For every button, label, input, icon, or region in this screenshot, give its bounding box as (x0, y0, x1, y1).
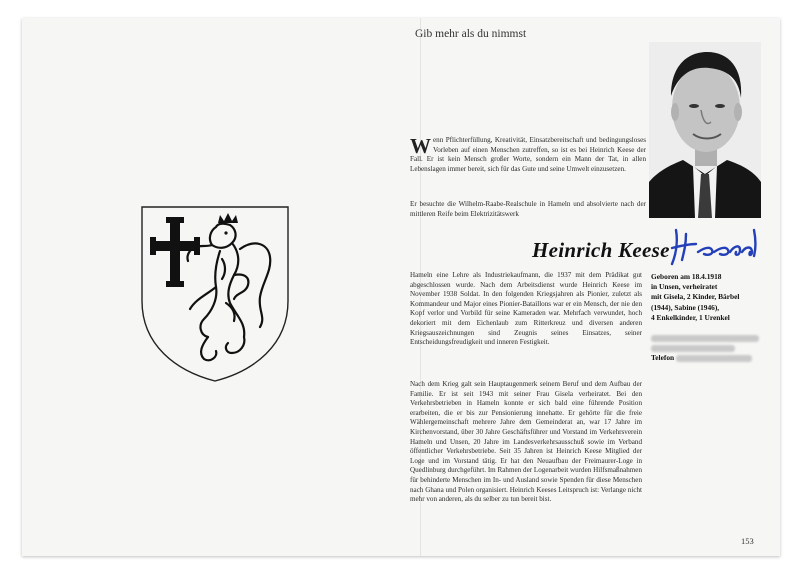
person-name: Heinrich Keese (532, 238, 670, 262)
redacted-phone (676, 355, 752, 362)
school-paragraph: Er besuchte die Wilhelm-Raabe-Realschule in Hameln und absolvierte nach der mittleren Reife beim Elektrizitätswerk (410, 200, 646, 218)
signature-image (670, 222, 760, 268)
career-paragraph: Hameln eine Lehre als Industriekaufmann, die 1937 mit dem Prädikat gut abgeschlossen wurde. Nach dem Arbeitsdienst wurde Heinrich Keese im November 1938 Soldat. In den folgenden Kriegsjahren als Pionier, zuletzt als Kommandeur und Major eines Pionier-Bataillons war er ein Mensch, der nie den Kopf verlor und Vorbild für seine Kameraden war. Mehrfach verwundet, hoch dekoriert mit dem Eichenlaub zum Ritterkreuz und diversen anderen Kriegsauszeichnungen sind Zeugnis seines Einsatzes, seiner Entscheidungsfreudigkeit und inneren Festigkeit. (410, 271, 642, 347)
bio-box (651, 272, 763, 323)
portrait-photo (649, 42, 761, 218)
coat-of-arms-image (136, 203, 294, 385)
intro-text: enn Pflichterfüllung, Kreativität, Einsatzbereitschaft und bedingungsloses Vorleben auf einen Menschen zutreffen, so ist es bei Heinrich Keese der Fall. Er ist kein Mensch großer Worte, sondern ein Mann der Tat, in allen Lebenslagen immer bereit, sich für das Gute und seine Umwelt einzusetzen. (410, 136, 646, 173)
redacted-contact (651, 333, 769, 363)
redacted-city-line (651, 345, 735, 352)
redacted-address-line (651, 335, 759, 342)
spouse-children: mit Gisela, 2 Kinder, Bärbel (651, 292, 740, 302)
intro-paragraph (410, 136, 646, 174)
page-number: 153 (741, 536, 754, 546)
drop-cap: W (410, 134, 431, 158)
phone-label: Telefon (651, 353, 675, 362)
birth-date: Geboren am 18.4.1918 (651, 272, 722, 281)
birth-place: in Unsen, verheiratet (651, 282, 718, 292)
grandchildren: 4 Enkelkinder, 1 Urenkel (651, 312, 730, 322)
page-title: Gib mehr als du nimmst (415, 28, 527, 40)
postwar-paragraph: Nach dem Krieg galt sein Hauptaugenmerk seinem Beruf und dem Aufbau der Familie. Er ist seit 1943 mit seiner Frau Gisela verheiratet. Bei den Verkehrsbetrieben in Hameln konnte er sich bald eine führende Position erarbeiten, die er bis zur Pensionierung innehatte. Er gehörte für die freie Wählergemeinschaft mehrere Jahre dem Gemeinderat an, war 17 Jahre im Kirchenvorstand, über 30 Jahre Geschäftsführer und Vorstand im Verkehrsverein Hameln und Unsen, 20 Jahre im Landesverkehrsausschuß sowie im Verband öffentlicher Verkehrsbetriebe. Seit 35 Jahren ist Heinrich Keese Mitglied der Loge und im Vorstand tätig. Er hat den Neuaufbau der Freimaurer-Loge in Quedlinburg durchgeführt. Im Rahmen der Logenarbeit wurden Hilfsmaßnahmen für behinderte Menschen im In- und Ausland sowie Spenden für diese Menschen nach Ghana und Polen organisiert. Heinrich Keeses Leitspruch ist: Verlange nicht mehr von anderen, als du selber zu tun bereit bist. (410, 380, 642, 504)
children-years: (1944), Sabine (1946), (651, 302, 720, 312)
